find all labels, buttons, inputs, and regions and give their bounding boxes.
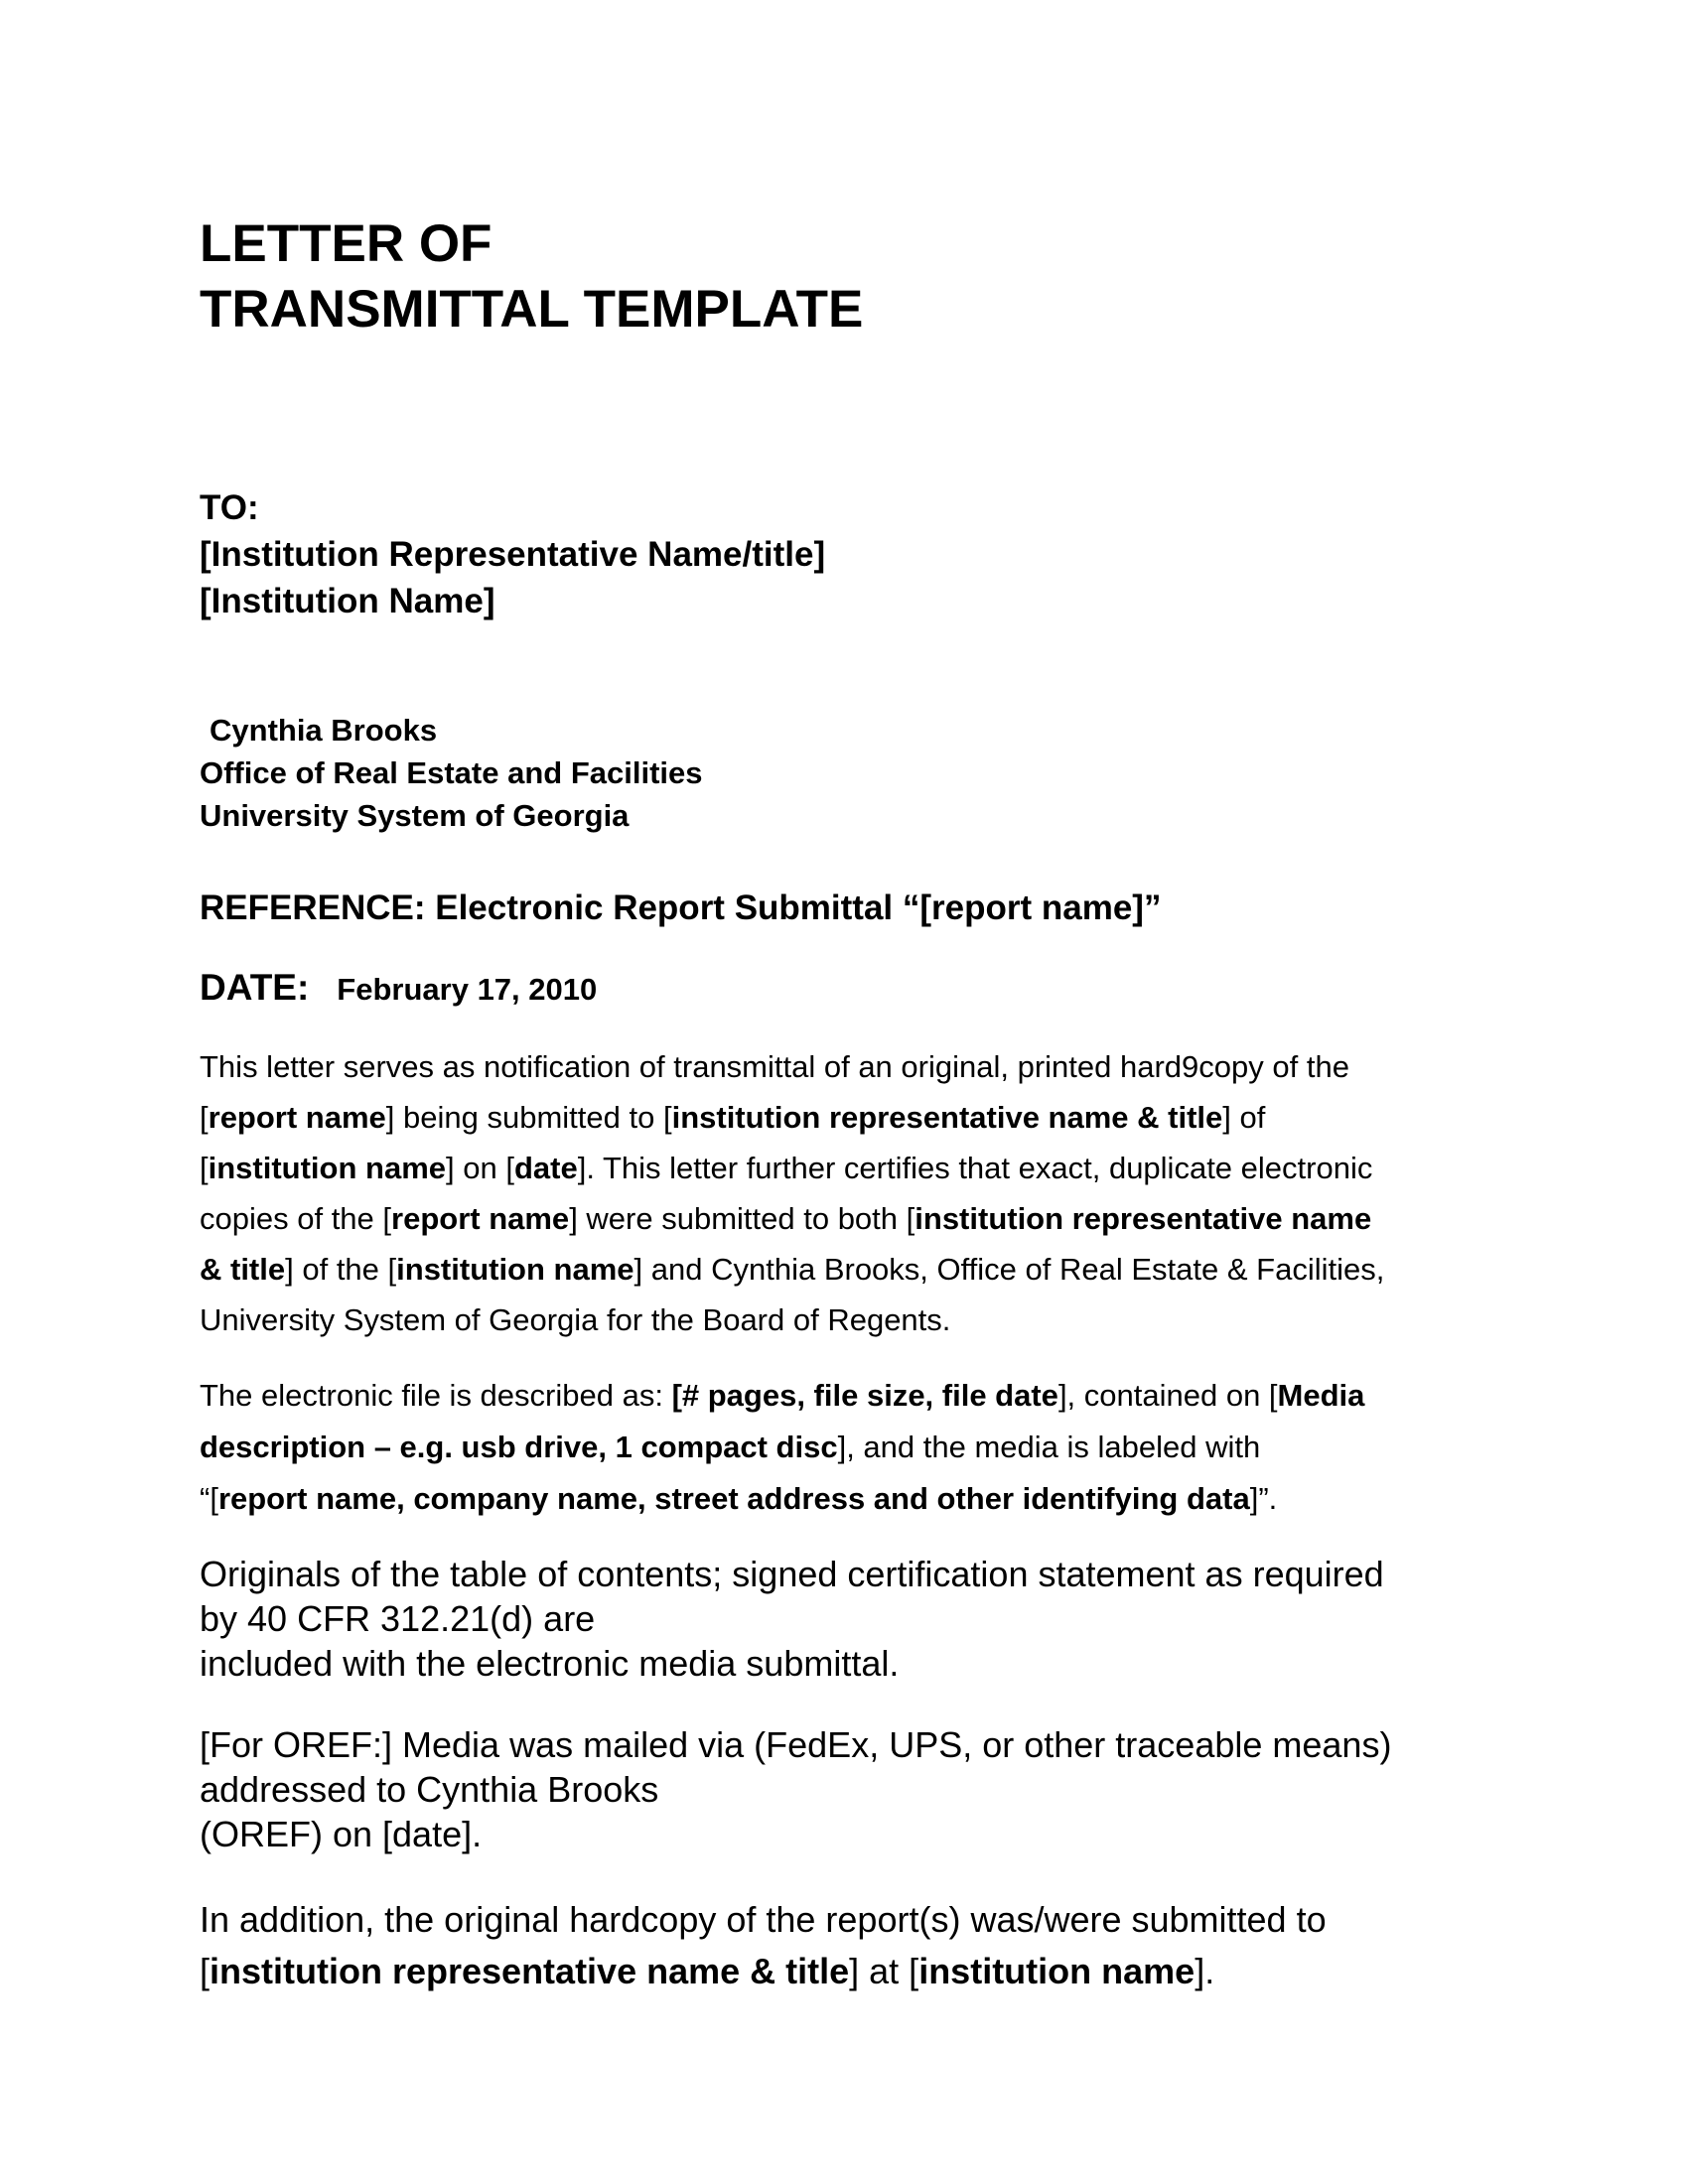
sender-block <box>200 709 703 837</box>
paragraph-line: “[report name, company name, street address and other identifying data]”. <box>200 1481 1278 1516</box>
paragraph-line: The electronic file is described as: [# pages, file size, file date], contained on [Media <box>200 1378 1365 1413</box>
sender-office: Office of Real Estate and Facilities <box>200 755 703 790</box>
reference-line: REFERENCE: Electronic Report Submittal “[report name]” <box>200 888 1162 927</box>
paragraph-line: (OREF) on [date]. <box>200 1814 483 1854</box>
paragraph-line: [report name] being submitted to [institution representative name & title] of <box>200 1100 1266 1135</box>
paragraph-line: addressed to Cynthia Brooks <box>200 1769 659 1810</box>
body-paragraph-mailing <box>200 1722 1500 1856</box>
paragraph-line: University System of Georgia for the Board of Regents. <box>200 1302 951 1337</box>
paragraph-line: [institution representative name & title] at [institution name]. <box>200 1951 1215 1991</box>
paragraph-line: description – e.g. usb drive, 1 compact disc], and the media is labeled with <box>200 1430 1261 1464</box>
date-line <box>200 967 597 1009</box>
paragraph-line: [For OREF:] Media was mailed via (FedEx, UPS, or other traceable means) <box>200 1724 1392 1765</box>
to-label: TO: <box>200 488 259 527</box>
paragraph-line: In addition, the original hardcopy of the report(s) was/were submitted to <box>200 1899 1327 1940</box>
body-paragraph-hardcopy <box>200 1894 1500 1997</box>
paragraph-line: by 40 CFR 312.21(d) are <box>200 1598 596 1639</box>
body-paragraph-notification <box>200 1041 1500 1345</box>
recipient-representative: [Institution Representative Name/title] <box>200 535 826 574</box>
date-label: DATE: <box>200 967 310 1008</box>
paragraph-line: This letter serves as notification of transmittal of an original, printed hard9copy of the <box>200 1049 1349 1084</box>
paragraph-line: included with the electronic media submittal. <box>200 1643 900 1684</box>
recipient-institution: [Institution Name] <box>200 582 495 620</box>
body-paragraph-originals <box>200 1552 1500 1686</box>
title-line-1: LETTER OF <box>200 214 492 273</box>
title-line-2: TRANSMITTAL TEMPLATE <box>200 280 864 339</box>
paragraph-line: & title] of the [institution name] and Cynthia Brooks, Office of Real Estate & Facilities, <box>200 1252 1385 1287</box>
date-value: February 17, 2010 <box>337 972 598 1007</box>
sender-name: Cynthia Brooks <box>210 713 438 748</box>
recipient-block <box>200 484 825 624</box>
document-title <box>200 211 863 342</box>
paragraph-line: Originals of the table of contents; signed certification statement as required <box>200 1554 1384 1594</box>
sender-organization: University System of Georgia <box>200 798 630 833</box>
body-paragraph-file-description <box>200 1370 1500 1525</box>
paragraph-line: [institution name] on [date]. This letter further certifies that exact, duplicate electronic <box>200 1151 1373 1185</box>
paragraph-line: copies of the [report name] were submitted to both [institution representative name <box>200 1201 1372 1236</box>
